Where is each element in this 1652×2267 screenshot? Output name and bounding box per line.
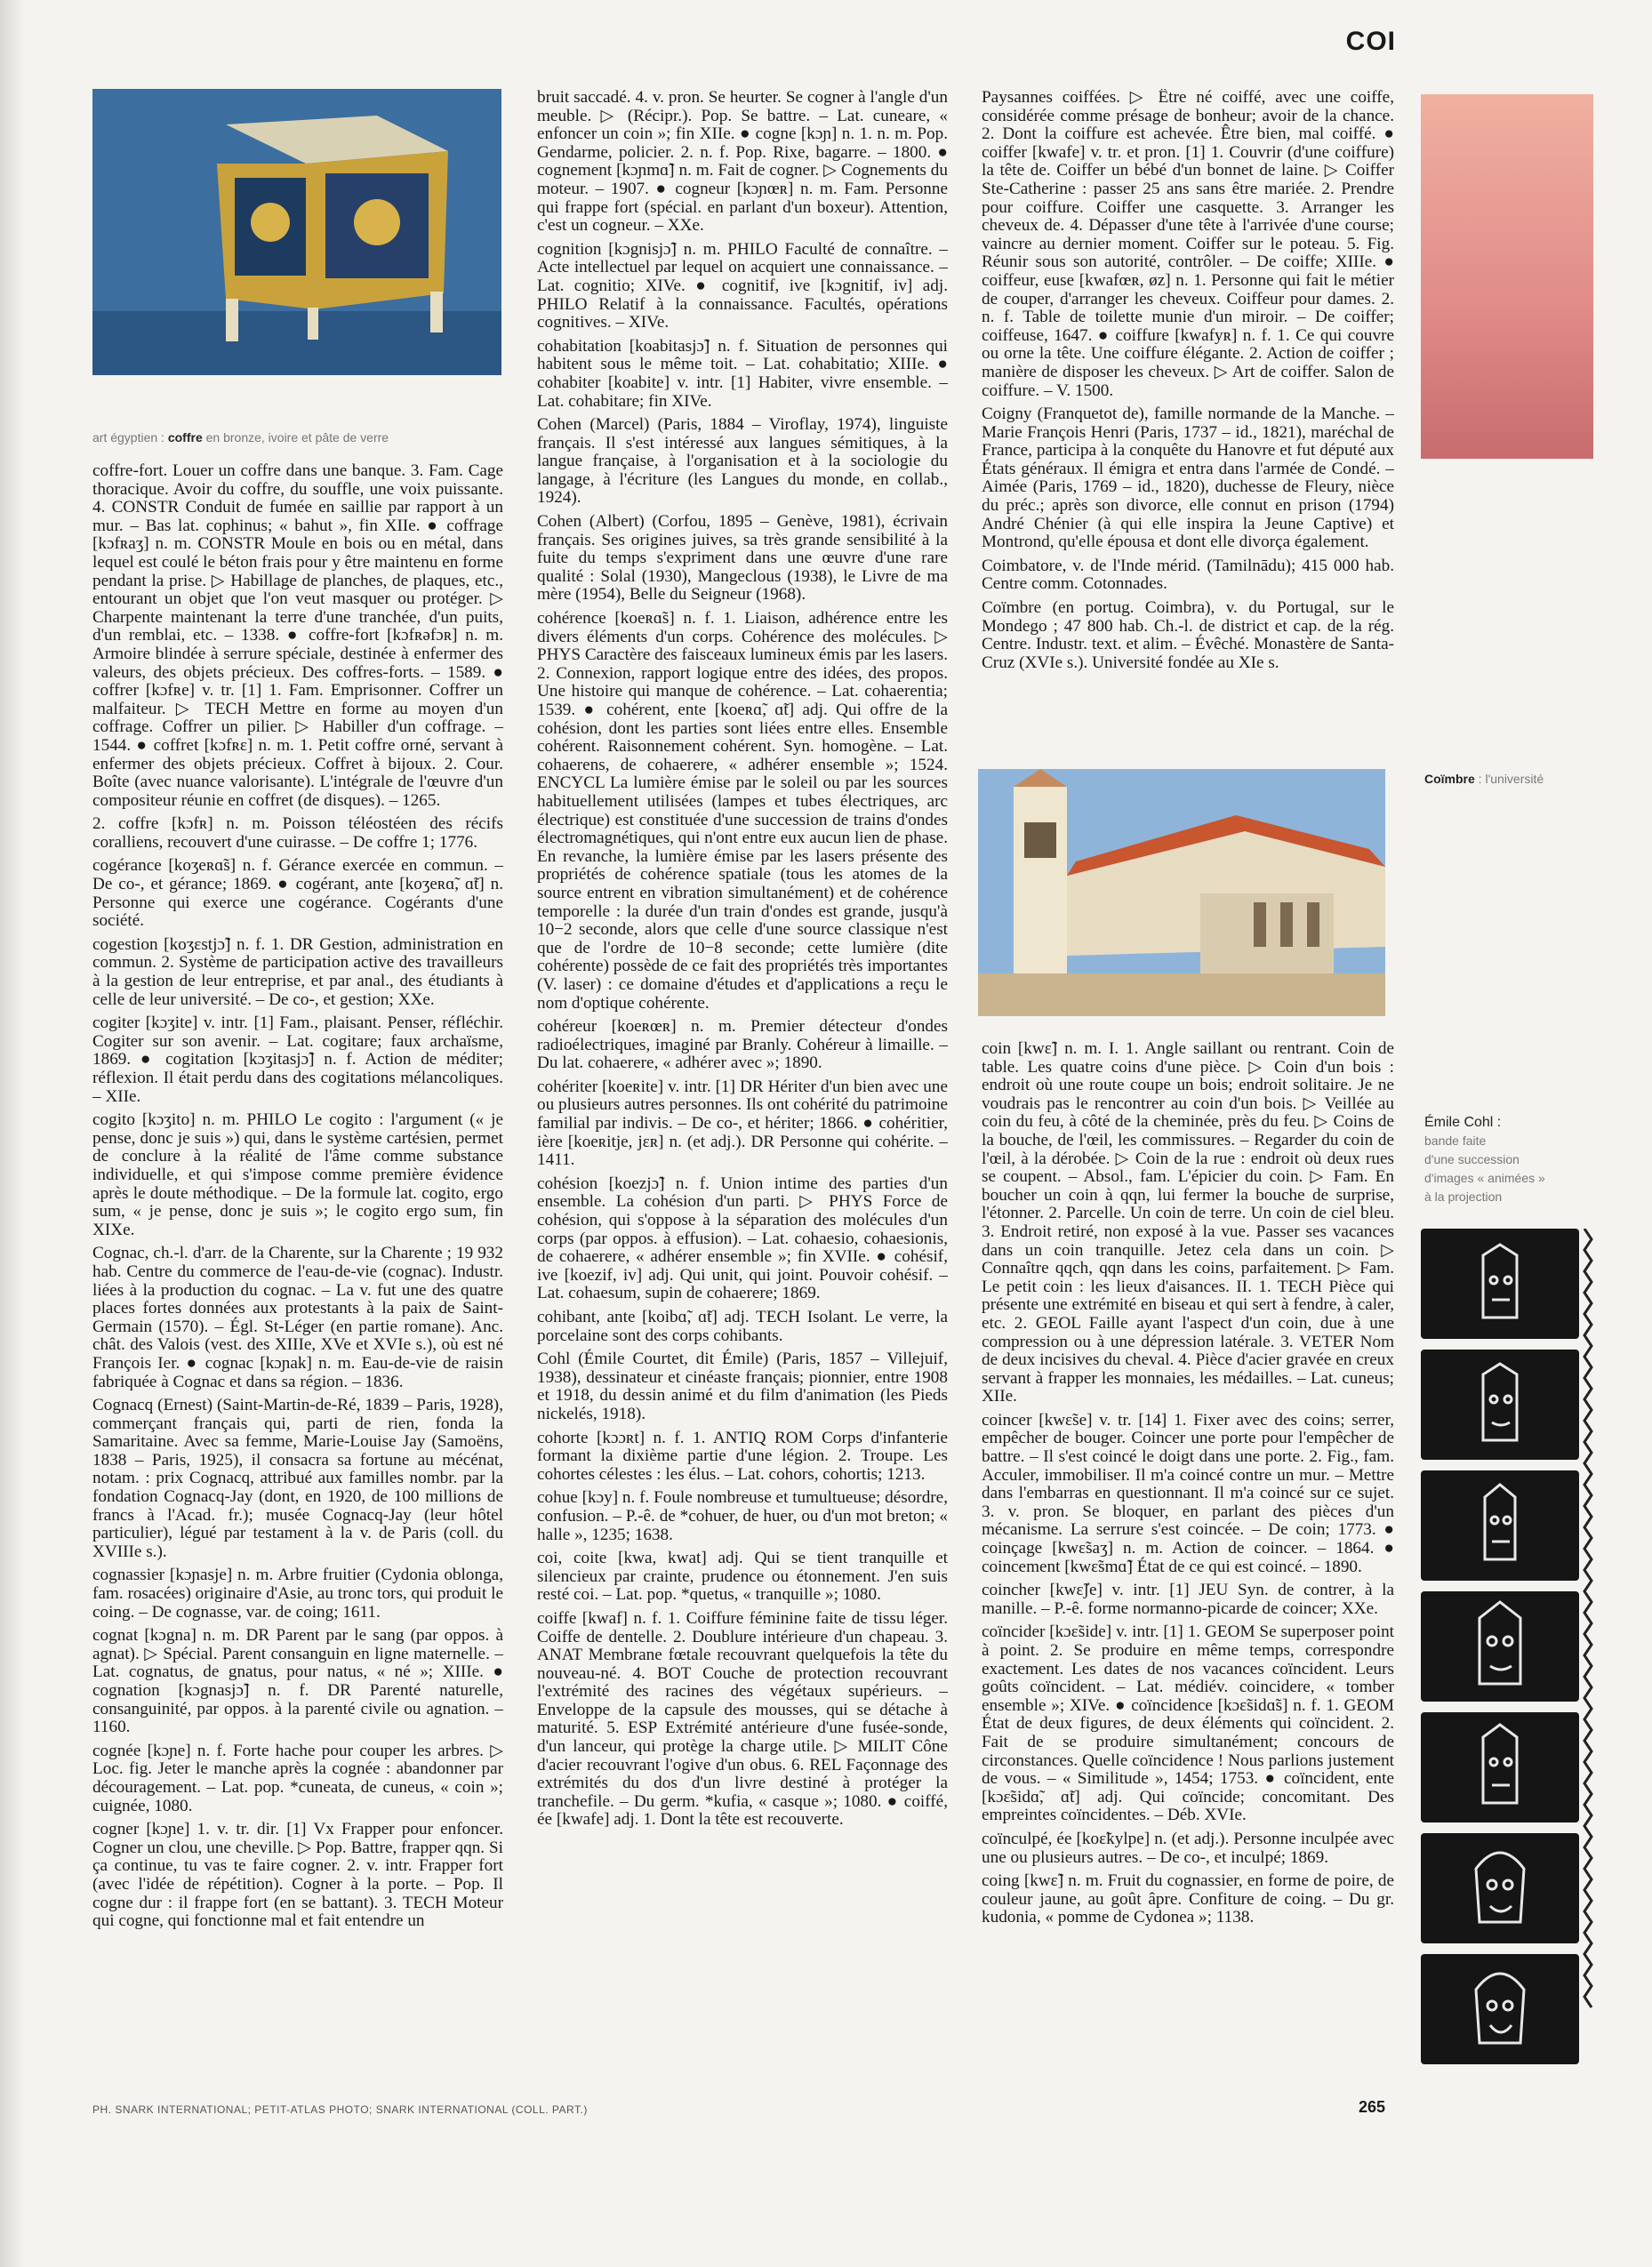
entry: Coigny (Franquetot de), famille normande de la Manche. – Marie François Henri (Paris, 1737 – id., 1821), maréchal de France, participa à la conquête du Hanovre et fut député aux États généraux. Il émigra et entra dans l'armée de Condé. – Aimée (Paris, 1769 – id., 1820), duchesse de Fleury, nièce du préc.; après son divorce, elle connut en prison (1794) André Chénier (à qui elle inspira la Jeune Captive) et Montrond, qu'elle épousa et dont elle divorça également. (982, 405, 1394, 552)
film-strip-edge (1581, 1229, 1595, 2011)
animation-frame (1421, 1833, 1579, 1943)
entry: cognassier [kɔɲasje] n. m. Arbre fruitier (Cydonia oblonga, fam. rosacées) originaire d'Asie, au tronc tors, qui produit le coing. – De cognasse, var. de coing; 1611. (92, 1566, 503, 1622)
coimbra-caption-post: : l'université (1474, 772, 1544, 786)
coffre-caption-pre: art égyptien : (92, 430, 168, 445)
column-3-top (982, 89, 1394, 765)
entry: coing [kwɛ̃] n. m. Fruit du cognassier, en forme de poire, de couleur jaune, au goût âpre. Confiture de coing. – Du gr. kudonia, « pomme de Cydonea »; 1138. (982, 1871, 1394, 1927)
entry: Cognacq (Ernest) (Saint-Martin-de-Ré, 1839 – Paris, 1928), commerçant français qui, parti de rien, fonda la Samaritaine. Avec sa femme, Marie-Louise Jay (Samoëns, 1838 – Paris, 1925), il consacra sa fortune au mécénat, notam. : prix Cognacq, attribué aux familles nombr. par la fondation Cognacq-Jay (dont, en 1920, de 100 millions de francs à l'Acad. fr.); musée Cognacq-Jay (leur hôtel particulier), légué par testament à la v. de Paris (coll. du XVIIIe s.). (92, 1396, 503, 1561)
animation-frame (1421, 1712, 1579, 1822)
entry: coi, coite [kwa, kwat] adj. Qui se tient tranquille et silencieux par crainte, prudence ou étonnement. J'en suis resté coi. – Lat. pop. *quetus, « tranquille »; 1080. (537, 1549, 948, 1605)
cohl-caption (1424, 1113, 1593, 1206)
cohl-caption-line2: d'une succession (1424, 1152, 1520, 1166)
entry: coin [kwɛ̃] n. m. I. 1. Angle saillant ou rentrant. Coin de table. Les quatre coins d'une pièce. ▷ Coin d'un bois : endroit où une route coupe un bois; endroit solitaire. Je ne voudrais pas le rencontrer au coin d'un bois. ▷ Veillée au coin du feu, à côté de la cheminée, près du feu. ▷ Coins de la bouche, de l'œil, les commissures. – Regarder du coin de l'œil, à la dérobée. ▷ Coin de la rue : endroit où deux rues se coupent. – Absol., fam. L'épicier du coin. ▷ Fam. En boucher un coin à qqn, lui fermer la bouche de surprise, l'étonner. 2. Parcelle. Un coin de terre. Un coin de ciel bleu. 3. Endroit retiré, non exposé à la vue. Passer ses vacances dans un coin tranquille. Jetez cela dans un coin. ▷ Connaître qqch, qqn dans les coins, parfaitement. ▷ Fam. Le petit coin : les lieux d'aisances. II. 1. TECH Pièce qui présente une extrémité en biseau et qui sert à fendre, à caler, etc. 2. GEOL Faille ayant l'aspect d'un coin, due à une compression ou à une dépression latérale. 3. VETER Nom de deux incisives du cheval. 4. Pièce d'acier gravée en creux servant à frapper les monnaies, les médailles. – Lat. cuneus; XIIe. (982, 1040, 1394, 1406)
entry: cohibant, ante [koibɑ̃, ɑ̃t] adj. TECH Isolant. Le verre, la porcelaine sont des corps cohibants. (537, 1308, 948, 1345)
entry: cohésion [koezjɔ̃] n. f. Union intime des parties d'un ensemble. La cohésion d'un parti. ▷ PHYS Force de cohésion, qui s'oppose à la séparation des molécules d'un corps (par oppos. à effusion). – Lat. cohaesio, cohaesionis, de cohaerere, « adhérer ensemble »; fin XVIIe. ● cohésif, ive [koezif, iv] adj. Qui unit, qui joint. Pouvoir cohésif. – Lat. cohaesum, supin de cohaerere; 1869. (537, 1174, 948, 1303)
coimbra-caption (1424, 772, 1544, 786)
entry: coiffe [kwaf] n. f. 1. Coiffure féminine faite de tissu léger. Coiffe de dentelle. 2. Doublure intérieure d'un chapeau. 3. ANAT Membrane fœtale recouvrant quelquefois la tête du nouveau-né. 4. BOT Couche de protection recouvrant l'extrémité des racines des végétaux supérieurs. – Enveloppe de la capsule des mousses, qui se détache à maturité. 5. ESP Extrémité antérieure d'une fusée-sonde, d'un lanceur, qui protège la charge utile. ▷ MILIT Cône d'acier recouvrant l'ogive d'un obus. 6. REL Façonnage des extrémités du dos d'un livre destiné à protéger la tranchefile. – Du germ. *kufia, « casque »; 1080. ● coiffé, ée [kwafe] adj. 1. Dont la tête est recouverte. (537, 1608, 948, 1830)
coimbra-university-photo (978, 769, 1385, 1016)
animation-frame (1421, 1954, 1579, 2064)
entry: cogito [kɔʒito] n. m. PHILO Le cogito : l'argument (« je pense, donc je suis ») qui, dans le système cartésien, permet de conclure à la réalité de l'âme comme substance individuelle, et qui s'impose comme première évidence après le doute méthodique. – De la formule lat. cogito, ergo sum, « je pense, donc je suis »; le cogito ergo sum, fin XIXe. (92, 1110, 503, 1239)
animation-frame (1421, 1470, 1579, 1581)
entry: cohabitation [koabitasjɔ̃] n. f. Situation de personnes qui habitent sous le même toit. – Lat. cohabitatio; XIIIe. ● cohabiter [koabite] v. intr. [1] Habiter, vivre ensemble. – Lat. cohabitare; fin XIVe. (537, 336, 948, 411)
entry: Coïmbre (en portug. Coimbra), v. du Portugal, sur le Mondego ; 47 800 hab. Ch.-l. de district et cap. de la rég. Centre. Industr. text. et alim. – Évêché. Monastère de Santa-Cruz (XVIe s.). Université fondée au XIe s. (982, 598, 1394, 672)
entry: Cohl (Émile Courtet, dit Émile) (Paris, 1857 – Villejuif, 1938), dessinateur et cinéaste français; pionnier, entre 1908 et 1918, du dessin animé et du film d'animation (les Pieds nickelés, 1918). (537, 1350, 948, 1423)
cohl-caption-line3: d'images « animées » (1424, 1171, 1545, 1185)
entry: cohériter [koeʀite] v. intr. [1] DR Hériter d'un bien avec une ou plusieurs autres personnes. Ils ont cohérité du patrimoine familial par indivis. – De co-, et hériter; 1866. ● cohéritier, ière [koeʀitje, jɛʀ] n. (et adj.). DR Personne qui cohérite. – 1411. (537, 1077, 948, 1170)
cohl-caption-line1: bande faite (1424, 1134, 1487, 1148)
coffre-caption-post: en bronze, ivoire et pâte de verre (202, 430, 389, 445)
entry: coincher [kwɛ̃ʃe] v. intr. [1] JEU Syn. de contrer, à la manille. – P.-ê. forme normanno-picarde de coincer; XXe. (982, 1581, 1394, 1618)
entry: cohue [kɔy] n. f. Foule nombreuse et tumultueuse; désordre, confusion. – P.-ê. de *cohuer, de huer, ou d'un mot breton; « halle », 1235; 1638. (537, 1488, 948, 1544)
page-number: 265 (1358, 2098, 1385, 2116)
column-2 (537, 89, 948, 2089)
animation-frames (1421, 1229, 1579, 2075)
coffre-caption (92, 430, 389, 445)
entry: cogestion [koʒɛstjɔ̃] n. f. 1. DR Gestion, administration en commun. 2. Système de participation active des travailleurs à la gestion de leur entreprise, et par anal., des étudiants à celle de leur université. – De co-, et gestion; XXe. (92, 934, 503, 1009)
entry: Cohen (Albert) (Corfou, 1895 – Genève, 1981), écrivain français. Ses origines juives, sa très grande sensibilité à la fuite du temps s'expriment dans une œuvre d'une rare qualité : Solal (1930), Mangeclous (1938), le Livre de ma mère (1954), Belle du Seigneur (1968). (537, 512, 948, 605)
entry: coincer [kwɛ̃se] v. tr. [14] 1. Fixer avec des coins; serrer, empêcher de bouger. Coincer une porte pour l'empêcher de battre. – Il s'est coincé le doigt dans une porte. 2. Fig., fam. Acculer, immobiliser. Il m'a coincé contre un mur. – Mettre dans l'embarras en questionnant. Il m'a coincé sur ce sujet. 3. v. pron. Se bloquer, en parlant des pièces d'un mécanisme. La serrure s'est coincée. – De coin; 1773. ● coinçage [kwɛ̃saʒ] n. m. Action de coincer. – 1864. ● coincement [kwɛ̃smɑ̃] État de ce qui est coincé. – 1890. (982, 1410, 1394, 1576)
entry: cogner [kɔɲe] 1. v. tr. dir. [1] Vx Frapper pour enfoncer. Cogner un clou, une cheville. ▷ Pop. Battre, frapper qqn. Si ça continue, tu vas te faire cogner. 2. v. intr. Frapper fort (avec l'idée de répétition). Cogner à la porte. – Pop. Il cogne dur : il frappe fort (en se battant). 3. TECH Moteur qui cogne, qui fonctionne mal et fait entendre un (92, 1820, 503, 1931)
entry: cohorte [kɔɔʀt] n. f. 1. ANTIQ ROM Corps d'infanterie formant la dixième partie d'une légion. 2. Troupe. Les cohortes célestes : les élus. – Lat. cohors, cohortis; 1213. (537, 1428, 948, 1484)
column-3-bottom (982, 1040, 1394, 2089)
entry: cognition [kɔgnisjɔ̃] n. m. PHILO Faculté de connaître. – Acte intellectuel par lequel on acquiert une connaissance. – Lat. cognitio; XIVe. ● cognitif, ive [kɔgnitif, iv] adj. PHILO Relatif à la connaissance. Facultés, opérations cognitives. – XIVe. (537, 239, 948, 332)
entry: bruit saccadé. 4. v. pron. Se heurter. Se cogner à l'angle d'un meuble. ▷ (Récipr.). Pop. Se battre. – Lat. cuneare, « enfoncer un coin »; fin XIIe. ● cogne [kɔɲ] n. 1. n. m. Pop. Gendarme, policier. 2. n. f. Pop. Rixe, bagarre. – 1800. ● cognement [kɔɲmɑ̃] n. m. Fait de cogner. ▷ Cognements du moteur. – 1907. ● cogneur [kɔɲœʀ] n. m. Fam. Personne qui frappe fort (spécial. en parlant d'un boxeur). Attention, c'est un cogneur. – XXe. (537, 89, 948, 236)
cohl-caption-line4: à la projection (1424, 1190, 1503, 1204)
entry: cognat [kɔgna] n. m. DR Parent par le sang (par oppos. à agnat). ▷ Spécial. Parent consanguin en ligne maternelle. – Lat. cognatus, de gnatus, pour natus, « né »; XIIIe. ● cognation [kɔgnasjɔ̃] n. f. DR Parenté naturelle, consanguinité, par oppos. à la parenté civile ou agnation. – 1160. (92, 1626, 503, 1737)
entry: cogiter [kɔʒite] v. intr. [1] Fam., plaisant. Penser, réfléchir. Cogiter sur son avenir. – Lat. cogitare; faux archaïsme, 1869. ● cogitation [kɔʒitasjɔ̃] n. f. Action de méditer; réflexion. Il était perdu dans des cogitations mélancoliques. – XIIe. (92, 1013, 503, 1106)
page-edge-shadow (0, 0, 25, 2267)
entry: cogérance [koʒeʀɑ̃s] n. f. Gérance exercée en commun. – De co-, et gérance; 1869. ● cogérant, ante [koʒeʀɑ̃, ɑ̃t] n. Personne qui exerce une cogérance. Cogérants d'une société. (92, 856, 503, 931)
animation-frame (1421, 1591, 1579, 1702)
coffre-caption-bold: coffre (167, 430, 203, 445)
entry: cohérence [koeʀɑ̃s] n. f. 1. Liaison, adhérence entre les divers éléments d'un corps. Cohérence des molécules. ▷ PHYS Caractère des faisceaux lumineux émis par les lasers. 2. Connexion, rapport logique entre des idées, des propos. Une histoire qui manque de cohérence. – Lat. cohaerentia; 1539. ● cohérent, ente [koeʀɑ̃, ɑ̃t] adj. Qui offre de la cohésion, dont les parties sont liées entre elles. Ensemble cohérent. Raisonnement cohérent. Syn. homogène. – Lat. cohaerens, de cohaerere, « adhérer ensemble »; 1524. ENCYCL La lumière émise par le soleil ou par les sources habituellement utilisées (lampes et tubes électriques, arc électrique) est constituée d'une succession de trains d'ondes électromagnétiques, qui n'ont entre eux aucun lien de phase. En revanche, la lumière émise par les lasers présente des propriétés de cohérence spatiale (tous les atomes de la source entrent en vibration simultanément) et de cohérence temporelle : la durée d'un train d'ondes est grande, jusqu'à 10−2 seconde, alors que celle d'une source classique n'est que de l'ordre de 10−8 seconde; cette lumière (dite cohérente) possède de ce fait des propriétés très importantes (V. laser) : ce domaine d'études et d'applications a reçu le nom d'optique cohérente. (537, 609, 948, 1013)
entry: Cognac, ch.-l. d'arr. de la Charente, sur la Charente ; 19 932 hab. Centre du commerce de l'eau-de-vie (cognac). Industr. liées à la production du cognac. – La v. fut une des quatre places fortes données aux protestants à la paix de Saint-Germain (1570). – Égl. St-Léger (en partie romane). Anc. chât. des Valois (vest. des XIIIe, XVe et XVIe s.), où est né François Ier. ● cognac [kɔɲak] n. m. Eau-de-vie de raisin fabriquée à Cognac et dans sa région. – 1836. (92, 1244, 503, 1391)
entry: cognée [kɔɲe] n. f. Forte hache pour couper les arbres. ▷ Loc. fig. Jeter le manche après la cognée : abandonner par découragement. – Lat. pop. *cuneata, de cuneus, « coin »; cuignée, 1080. (92, 1741, 503, 1815)
entry: Coimbatore, v. de l'Inde mérid. (Tamilnādu); 415 000 hab. Centre comm. Cotonnades. (982, 556, 1394, 594)
coffre-photo (92, 89, 501, 375)
entry: coïnculpé, ée [koɛ̃kylpe] n. (et adj.). Personne inculpée avec une ou plusieurs autres. – De co-, et inculpé; 1869. (982, 1829, 1394, 1867)
margin-portrait-photo (1421, 94, 1593, 459)
animation-frame (1421, 1229, 1579, 1339)
cohl-caption-title: Émile Cohl : (1424, 1115, 1502, 1130)
animation-frame (1421, 1350, 1579, 1460)
entry: Paysannes coiffées. ▷ Être né coiffé, avec une coiffe, considérée comme présage de bonheur; avoir de la chance. 2. Dont la coiffure est achevée. Être bien, mal coiffé. ● coiffer [kwafe] v. tr. et pron. [1] 1. Couvrir (d'une coiffure) la tête de. Coiffer un bébé d'un bonnet de laine. ▷ Coiffer Ste-Catherine : passer 25 ans sans être mariée. 2. Prendre pour coiffure. Coiffer une casquette. 3. Arranger les cheveux de. 4. Dépasser d'une tête à l'arrivée d'une course; vaincre au dernier moment. Coiffer sur le poteau. 5. Fig. Réunir sous son autorité, contrôler. – De coiffe; XIIIe. ● coiffeur, euse [kwafœʀ, øz] n. 1. Personne qui fait le métier de couper, d'arranger les cheveux. Coiffeur pour dames. 2. n. f. Table de toilette munie d'un miroir. – De coiffer; coiffeuse, 1647. ● coiffure [kwafyʀ] n. f. 1. Ce qui couvre ou orne la tête. Une coiffure élégante. 2. Action de coiffer ; manière de disposer les cheveux. ▷ Art de coiffer. Salon de coiffure. – V. 1500. (982, 89, 1394, 400)
entry: Cohen (Marcel) (Paris, 1884 – Viroflay, 1974), linguiste français. Il s'est intéressé aux langues sémitiques, à la langue française, à l'organisation et à la sociologie du langage, à l'écriture (les Langues du monde, en collab., 1924). (537, 415, 948, 508)
entry: coffre-fort. Louer un coffre dans une banque. 3. Fam. Cage thoracique. Avoir du coffre, du souffle, une voix puissante. 4. CONSTR Conduit de fumée en saillie par rapport à un mur. – Bas lat. cophinus; « bahut », fin XIIe. ● coffrage [kɔfʀaʒ] n. m. CONSTR Moule en bois ou en métal, dans lequel est coulé le béton frais pour y être maintenu en forme pendant la prise. ▷ Habillage de planches, de plaques, etc., entourant un objet que l'on veut masquer ou protéger. ▷ Charpente maintenant la terre d'une tranchée, d'un puits, d'un remblai, etc. – 1338. ● coffre-fort [kɔfʀəfɔʀ] n. m. Armoire blindée à serrure spéciale, destinée à enfermer des valeurs, des objets précieux. Des coffres-forts. – 1589. ● coffrer [kɔfʀe] v. tr. [1] 1. Fam. Emprisonner. Coffrer un malfaiteur. ▷ TECH Mettre en forme au moyen d'un coffrage. Coffrer un pilier. ▷ Habiller d'un coffrage. – 1544. ● coffret [kɔfʀɛ] n. m. 1. Petit coffre orné, servant à enfermer des objets précieux. Coffret à bijoux. 2. Cour. Boîte (avec nuance valorisante). L'intégrale de l'œuvre d'un compositeur réunie en coffret (de disques). – 1265. (92, 462, 503, 810)
entry: cohéreur [koeʀœʀ] n. m. Premier détecteur d'ondes radioélectriques, imaginé par Branly. Cohéreur à limaille. – Du lat. cohaerere, « adhérer avec »; 1890. (537, 1017, 948, 1073)
entry: 2. coffre [kɔfʀ] n. m. Poisson téléostéen des récifs coralliens, recouvert d'une cuirasse. – De coffre 1; 1776. (92, 814, 503, 852)
coimbra-caption-bold: Coïmbre (1424, 772, 1475, 786)
entry: coïncider [kɔɛ̃side] v. intr. [1] 1. GEOM Se superposer point à point. 2. Se produire en même temps, correspondre exactement. Les dates de nos vacances coïncident. Leurs goûts coïncident. – Lat. médiév. coincidere, « tomber ensemble »; XIVe. ● coïncidence [kɔɛ̃sidɑ̃s] n. f. 1. GEOM État de deux figures, de deux éléments qui coïncident. 2. Fait de se produire simultanément; concours de circonstances. Quelle coïncidence ! Nous parlions justement de vous. – « Similitude », 1454; 1753. ● coïncident, ente [kɔɛ̃sidɑ̃, ɑ̃t] adj. Qui coïncide; concomitant. Des empreintes coïncidentes. – Déb. XVIe. (982, 1622, 1394, 1825)
photo-credit: PH. SNARK INTERNATIONAL; PETIT-ATLAS PHOTO; SNARK INTERNATIONAL (COLL. PART.) (92, 2103, 588, 2116)
page-header-word: COI (1345, 27, 1396, 56)
column-1 (92, 462, 503, 2089)
